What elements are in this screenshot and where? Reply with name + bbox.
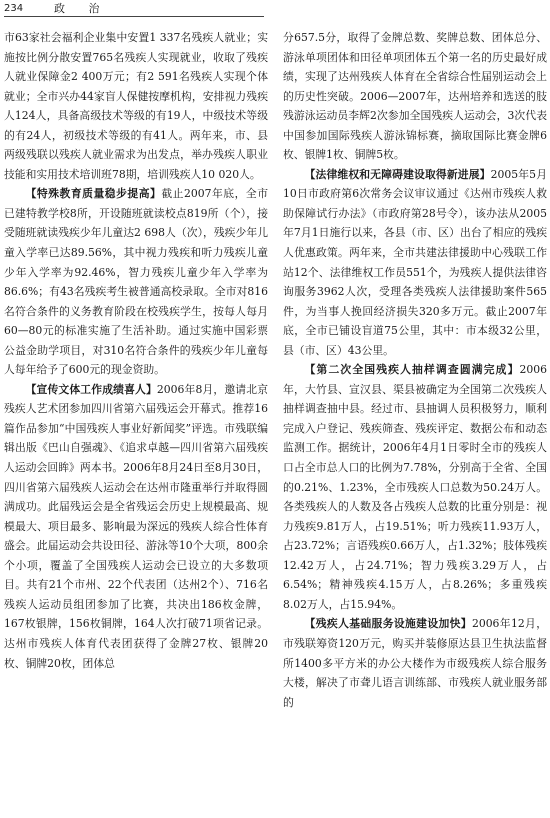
section-title: 政 治 <box>54 2 110 15</box>
paragraph-sports-continued <box>283 28 547 165</box>
paragraph-disability-survey <box>283 360 547 614</box>
section-heading: 【残疾人基础服务设施建设加快】 <box>304 617 472 631</box>
paragraph-service-facilities <box>283 614 547 712</box>
paragraph-text: 2006年8月，邀请北京残疾人艺术团参加四川省第六届残运会开幕式。推荐16篇作品参加“中国残疾人事业好新闻奖”评选。市残联编辑出版《巴山自强魂》、《追求卓越—四川省第六届残疾人运动会回眸》两本书。2006年8月24日至8月30日，四川省第六届残疾人运动会在达州市隆重举行并取得圆满成功。此届残运会是全省残运会历史上规模最高、规模最大、项目最多、影响最为深远的残疾人综合性体育盛会。此届运动会共设田径、游泳等10个大项，800余个小项，覆盖了全国残疾人运动会已设立的大多数项目。共有21个市州、22个代表团（达州2个）、716名残疾人运动员组团参加了比赛，共决出186枚金牌，167枚银牌，156枚铜牌，164人次打破71项省记录。达州市残疾人体育代表团获得了金牌27枚、银牌20枚、铜牌20枚，团体总 <box>4 382 268 670</box>
page-number: 234 <box>4 3 24 14</box>
paragraph-text: 2005年5月10日市政府第6次常务会议审议通过《达州市残疾人救助保障试行办法》（市政府第28号令），该办法从2005年7月1日施行以来，各县（市、区）出台了相应的残疾人优惠政策。两年来，全市共建法律援助中心残联工作站12个、法律维权工作员551个，为残疾人提供法律咨询服务3962人次，受理各类残疾人法律援助案件565件，为当事人挽回经济损失320多万元。截止2007年底，全市已铺设盲道75公里，其中：市本级32公里，县（市、区）43公里。 <box>283 167 547 357</box>
paragraph-legal-rights <box>283 165 547 360</box>
paragraph-special-education <box>4 184 268 379</box>
paragraph-text: 分657.5分，取得了金牌总数、奖牌总数、团体总分、游泳单项团体和田径单项团体五个第一名的历史最好成绩，实现了达州残疾人体育在全省综合性届别运动会上的历史性突破。2006—2007年，达州培养和选送的肢残游泳运动员李辉2次参加全国残疾人运动会，3次代表中国参加国际残疾人游泳锦标赛，摘取国际比赛金牌6枚、银牌1枚、铜牌5枚。 <box>283 31 547 162</box>
section-heading: 【宣传文体工作成绩喜人】 <box>25 382 157 396</box>
paragraph-text: 市63家社会福利企业集中安置1 337名残疾人就业；实施按比例分散安置765名残疾人实现就业，收取了残疾人就业保障金2 400万元；有2 591名残疾人实现个体就业；全市兴办44家盲人保健按摩机构，安排视力残疾人124人，具备高级技术等级的有19人，中级技术等级的有24人，初级技术等级的有41人。两年来，市、县两级残联以残疾人就业需求为出发点，举办残疾人职业技能和实用技术培训班78期，培训残疾人10 020人。 <box>4 31 268 181</box>
section-heading: 【第二次全国残疾人抽样调查圆满完成】 <box>304 363 520 377</box>
running-header <box>4 2 264 17</box>
paragraph-text: 截止2007年底，全市已建特教学校8所，开设随班就读校点819所（个），接受随班就读残疾少年儿童达2 698人（次），残疾少年儿童入学率已达89.56%，其中视力残疾和听力残疾儿童少年入学率为92.46%，智力残疾儿童少年入学率为86.6%；有43名残疾考生被普通高校录取。全市对816名符合条件的义务教育阶段在校残疾学生，按每人每月60—80元的标准实施了生活补助。通过实施中国彩票公益金助学项目，对310名符合条件的残疾少年儿童每人每年给予了600元的现金资助。 <box>4 187 268 377</box>
left-column <box>4 28 268 814</box>
paragraph-culture-sports <box>4 380 268 673</box>
paragraph-text: 2006年，大竹县、宣汉县、渠县被确定为全国第二次残疾人抽样调查抽中县。经过市、县抽调人员积极努力，顺利完成入户登记、残疾筛查、残疾评定、数据公布和动态监测工作。据统计，2006年4月1日零时全市的残疾人口占全市总人口的比例为7.78%，分别高于全省、全国的0.21%、1.23%，全市残疾人口总数为50.24万人。各类残疾人的人数及各占残疾人总数的比重分别是：视力残疾9.81万人，占19.51%；听力残疾11.93万人，占23.72%；言语残疾0.66万人，占1.32%；肢体残疾12.42万人，占24.71%；智力残疾3.29万人，占6.54%；精神残疾4.15万人，占8.26%；多重残疾8.02万人，占15.94%。 <box>283 363 547 611</box>
section-heading: 【法律维权和无障碍建设取得新进展】 <box>304 167 491 181</box>
right-column <box>283 28 547 814</box>
paragraph-employment-continued <box>4 28 268 184</box>
paragraph-text: 2006年12月，市残联筹资120万元，购买并装修原达县卫生执法监督所1400多平方米的办公大楼作为市级残疾人综合服务大楼，解决了市聋儿语言训练部、市残疾人就业服务部的 <box>283 617 547 709</box>
section-heading: 【特殊教育质量稳步提高】 <box>25 187 162 201</box>
